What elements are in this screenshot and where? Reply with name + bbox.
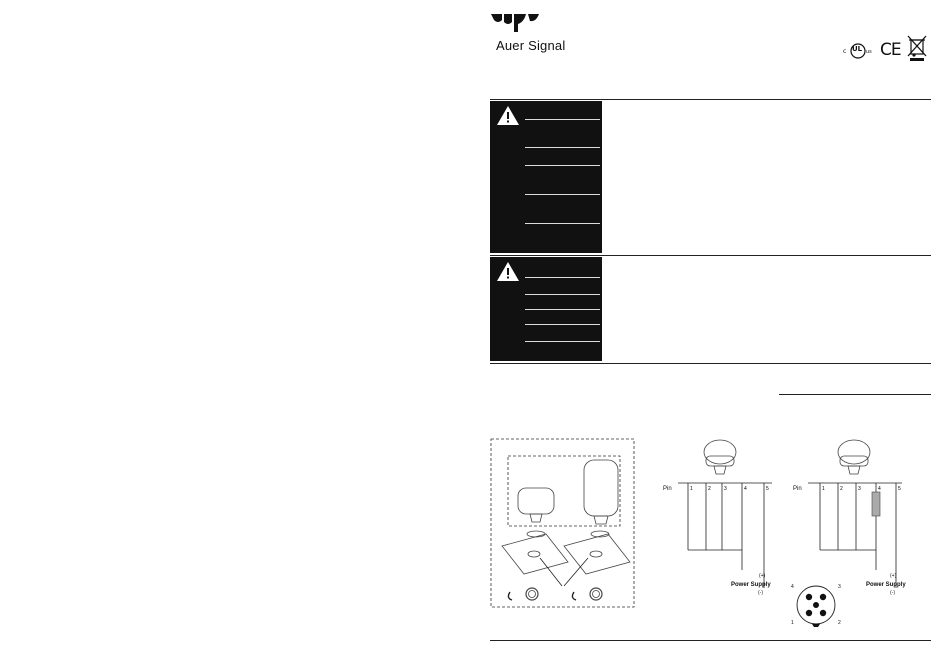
divider-lower — [490, 363, 931, 364]
pin-number: 3 — [724, 486, 727, 492]
warning-line — [525, 223, 600, 224]
wiring-left-power-supply: Power Supply — [731, 582, 771, 588]
ul-mark: UL — [852, 45, 863, 53]
divider-bottom — [490, 640, 931, 641]
wiring-left-plus: (+) — [759, 573, 766, 579]
connector-pin-number: 5 — [812, 598, 815, 604]
warning-line — [525, 341, 600, 342]
warning-line — [525, 194, 600, 195]
ul-suffix: us — [866, 49, 872, 55]
divider-mid — [490, 255, 931, 256]
connector-pin-number: 4 — [791, 584, 794, 590]
crossed-bin-icon — [906, 34, 928, 62]
warning-line — [525, 165, 600, 166]
wiring-right-minus: (-) — [890, 590, 895, 596]
pin-number: 1 — [822, 486, 825, 492]
warning-triangle-icon — [496, 105, 520, 126]
pin-number: 2 — [708, 486, 711, 492]
mounting-diagram — [488, 436, 638, 610]
brand-name: Auer Signal — [496, 38, 566, 53]
auer-signal-bird-logo-icon — [490, 12, 540, 34]
pin-number: 5 — [766, 486, 769, 492]
divider-top — [490, 99, 931, 100]
pin-number: 1 — [690, 486, 693, 492]
warning-panel-1 — [490, 101, 602, 253]
pin-number: 4 — [744, 486, 747, 492]
warning-line — [525, 277, 600, 278]
connector-pinout — [790, 583, 842, 627]
wiring-right-pin-label: Pin — [793, 486, 802, 492]
pin-number: 3 — [858, 486, 861, 492]
wiring-right-power-supply: Power Supply — [866, 582, 906, 588]
wiring-left-minus: (-) — [758, 590, 763, 596]
connector-pin-number: 2 — [838, 620, 841, 626]
underline-heading — [779, 394, 931, 395]
connector-pin-number: 3 — [838, 584, 841, 590]
ul-prefix: c — [843, 48, 847, 55]
warning-line — [525, 147, 600, 148]
wiring-right-plus: (+) — [890, 573, 897, 579]
warning-triangle-icon — [496, 261, 520, 282]
pin-number: 2 — [840, 486, 843, 492]
warning-line — [525, 294, 600, 295]
warning-panel-2 — [490, 257, 602, 361]
pin-number: 4 — [878, 486, 881, 492]
warning-line — [525, 324, 600, 325]
warning-line — [525, 119, 600, 120]
pin-number: 5 — [898, 486, 901, 492]
ce-mark: CE — [880, 40, 901, 60]
warning-line — [525, 309, 600, 310]
connector-pin-number: 1 — [791, 620, 794, 626]
wiring-left-pin-label: Pin — [663, 486, 672, 492]
